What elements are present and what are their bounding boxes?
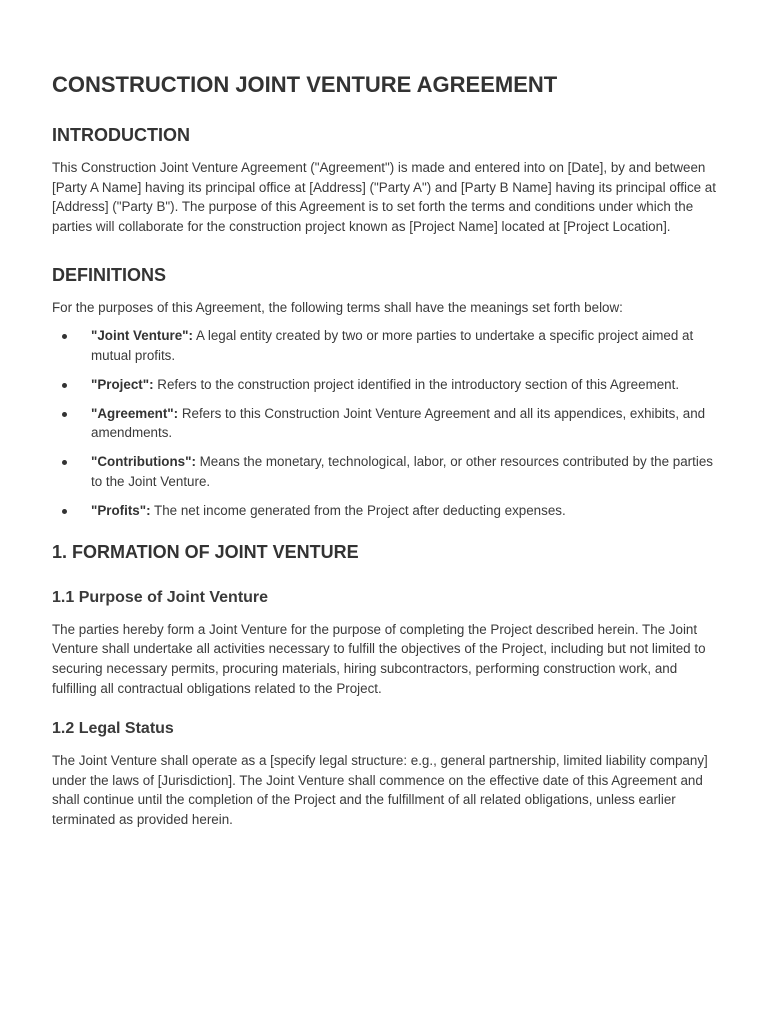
definitions-list <box>52 326 720 521</box>
bullet-icon <box>62 383 67 388</box>
definition-item-project <box>52 375 720 395</box>
definition-text: A legal entity created by two or more parties to undertake a specific project aimed at mutual profits. <box>91 327 694 363</box>
document-page <box>52 70 720 829</box>
definition-item-profits <box>52 501 720 521</box>
section-1-1-paragraph: The parties hereby form a Joint Venture for the purpose of completing the Project described herein. The Joint Venture shall undertake all activities necessary to fulfill the objectives of the Project, including but not limited to securing necessary permits, procuring materials, hiring subcontractors, performing construction work, and fulfilling all contractual obligations related to the Project. <box>52 621 706 696</box>
introduction-paragraph: This Construction Joint Venture Agreement ("Agreement") is made and entered into on [Date], by and between [Party A Name] having its principal office at [Address] ("Party A") and [Party B Name] having its principal office at [Address] ("Party B"). The purpose of this Agreement is to set forth the terms and conditions under which the parties will collaborate for the construction project known as [Project Name] located at [Project Location]. <box>52 160 716 234</box>
definitions-intro: For the purposes of this Agreement, the following terms shall have the meanings set forth below: <box>52 300 623 316</box>
definition-item-joint-venture <box>52 326 720 365</box>
definition-term: "Agreement": <box>91 405 179 421</box>
definition-item-agreement <box>52 404 720 443</box>
bullet-icon <box>62 334 67 339</box>
definition-term: "Profits": <box>91 503 151 519</box>
bullet-icon <box>62 412 67 417</box>
introduction-heading: INTRODUCTION <box>52 125 190 145</box>
bullet-icon <box>62 509 67 514</box>
definition-text: The net income generated from the Project after deducting expenses. <box>150 503 566 519</box>
section-1-1-heading: 1.1 Purpose of Joint Venture <box>52 588 269 606</box>
definition-term: "Project": <box>91 376 154 392</box>
definition-text: Refers to this Construction Joint Venture Agreement and all its appendices, exhibits, and amendments. <box>91 405 706 441</box>
definition-item-contributions <box>52 452 720 491</box>
definition-text: Refers to the construction project identified in the introductory section of this Agreement. <box>153 376 680 392</box>
definitions-heading: DEFINITIONS <box>52 265 167 286</box>
definition-term: "Joint Venture": <box>91 327 193 343</box>
section-1-heading: 1. FORMATION OF JOINT VENTURE <box>52 541 359 562</box>
definition-term: "Contributions": <box>91 454 196 470</box>
section-1-2-heading: 1.2 Legal Status <box>52 720 174 738</box>
definition-text: Means the monetary, technological, labor, or other resources contributed by the parties to the Joint Venture. <box>91 454 713 490</box>
section-1-2-paragraph: The Joint Venture shall operate as a [specify legal structure: e.g., general partnership, limited liability company] under the laws of [Jurisdiction]. The Joint Venture shall commence on the effective date of this Agreement and shall continue until the completion of the Project and the fulfillment of all related obligations, unless earlier terminated as provided herein. <box>52 753 708 827</box>
document-title: CONSTRUCTION JOINT VENTURE AGREEMENT <box>52 72 558 97</box>
bullet-icon <box>62 460 67 465</box>
